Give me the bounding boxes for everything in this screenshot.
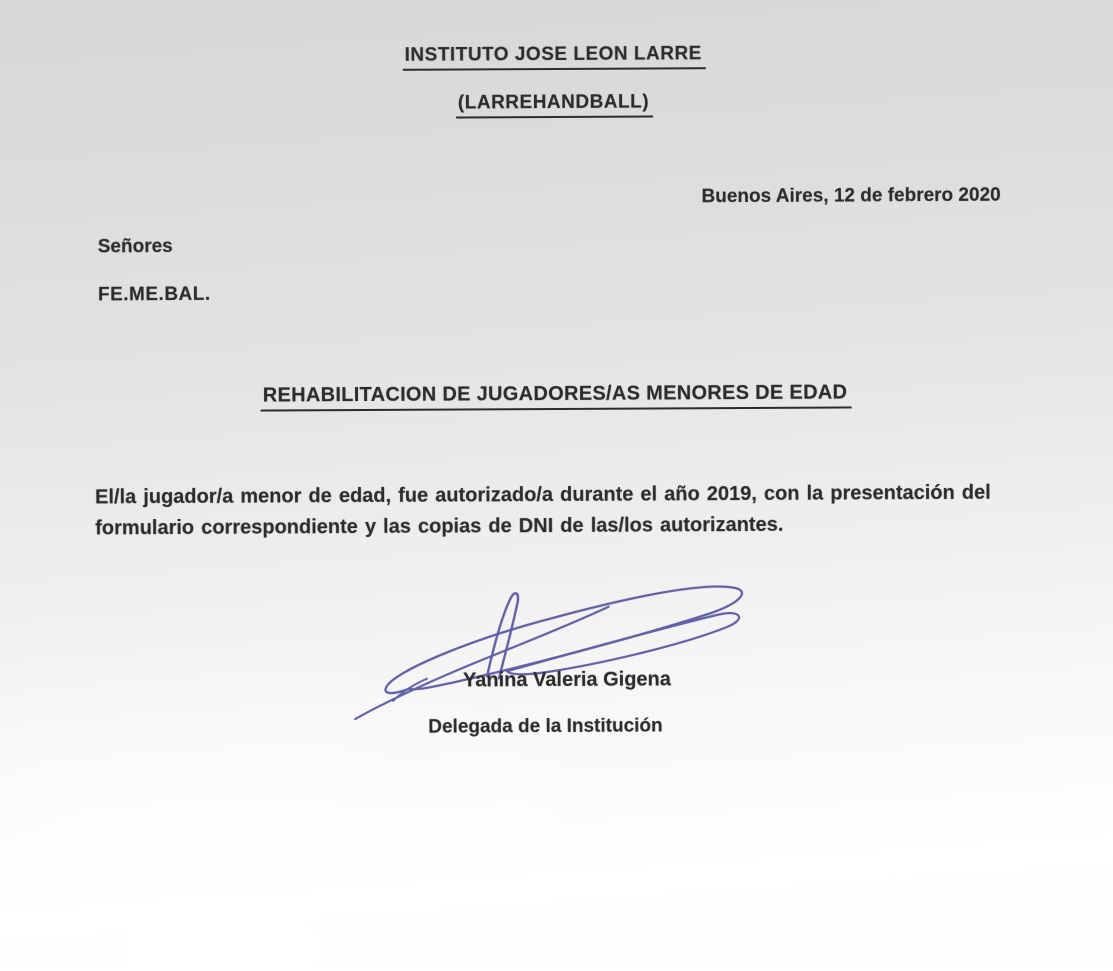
institution-alias-text: (LARREHANDBALL) xyxy=(456,91,653,118)
dateline: Buenos Aires, 12 de febrero 2020 xyxy=(701,184,1001,208)
subject-heading xyxy=(0,380,1113,413)
body-paragraph: El/la jugador/a menor de edad, fue autorizado/a durante el año 2019, con la presentación del formulario correspondiente y las copias de DNI de las/los autorizantes. xyxy=(95,481,991,540)
subject-text: REHABILITACION DE JUGADORES/AS MENORES DE EDAD xyxy=(261,381,852,411)
institution-name-text: INSTITUTO JOSE LEON LARRE xyxy=(403,43,706,71)
institution-name-heading xyxy=(0,41,1111,73)
institution-alias-heading xyxy=(0,89,1111,121)
signature-stroke-inner-loop xyxy=(507,613,740,674)
recipient-salutation: Señores xyxy=(97,236,173,258)
signature-stroke-tail xyxy=(355,607,610,719)
signatory-title: Delegada de la Institución xyxy=(428,715,663,738)
handwritten-signature-ink xyxy=(348,573,753,723)
recipient-organization: FE.ME.BAL. xyxy=(97,283,211,306)
signatory-name: Yanina Valeria Gigena xyxy=(462,668,671,692)
